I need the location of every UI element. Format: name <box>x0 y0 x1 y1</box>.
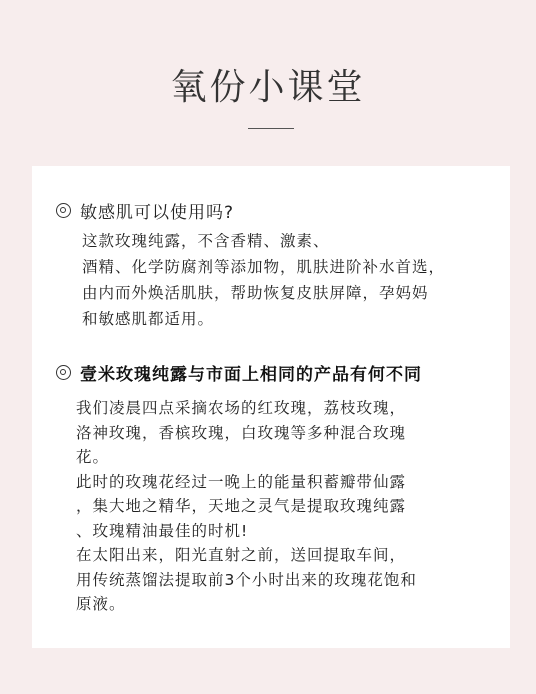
answer-2-line: ，集大地之精华，天地之灵气是提取玫瑰纯露 <box>76 497 407 515</box>
answer-1 <box>82 228 445 332</box>
answer-1-line: 这款玫瑰纯露，不含香精、激素、 <box>82 232 330 250</box>
double-circle-icon <box>56 365 71 380</box>
answer-2-line: 花。 <box>76 448 110 466</box>
answer-2-line: 洛神玫瑰，香槟玫瑰，白玫瑰等多种混合玫瑰 <box>76 423 407 442</box>
answer-2-line: 、玫瑰精油最佳的时机! <box>76 521 249 540</box>
question-1-text: 敏感肌可以使用吗? <box>80 203 235 223</box>
answer-2 <box>76 396 417 617</box>
answer-2-line: 此时的玫瑰花经过一晚上的能量积蓄瓣带仙露 <box>76 472 407 491</box>
answer-2-line: 原液。 <box>76 595 126 613</box>
answer-2-line: 在太阳出来，阳光直射之前，送回提取车间， <box>76 546 407 564</box>
page-title: 氧份小课堂 <box>170 67 366 108</box>
answer-1-line: 和敏感肌都适用。 <box>82 310 215 328</box>
question-2-heading <box>56 360 422 385</box>
question-1-heading <box>56 198 234 223</box>
answer-2-line: 用传统蒸馏法提取前3个小时出来的玫瑰花饱和 <box>76 570 417 589</box>
double-circle-icon <box>56 203 71 218</box>
answer-2-line: 我们凌晨四点采摘农场的红玫瑰，荔枝玫瑰， <box>76 399 407 417</box>
answer-1-line: 由内而外焕活肌肤，帮助恢复皮肤屏障，孕妈妈 <box>82 284 429 302</box>
answer-1-line: 酒精、化学防腐剂等添加物，肌肤进阶补水首选， <box>82 258 446 276</box>
question-2-text: 壹米玫瑰纯露与市面上相同的产品有何不同 <box>80 365 422 385</box>
content-card <box>32 166 510 648</box>
title-divider <box>248 128 294 129</box>
